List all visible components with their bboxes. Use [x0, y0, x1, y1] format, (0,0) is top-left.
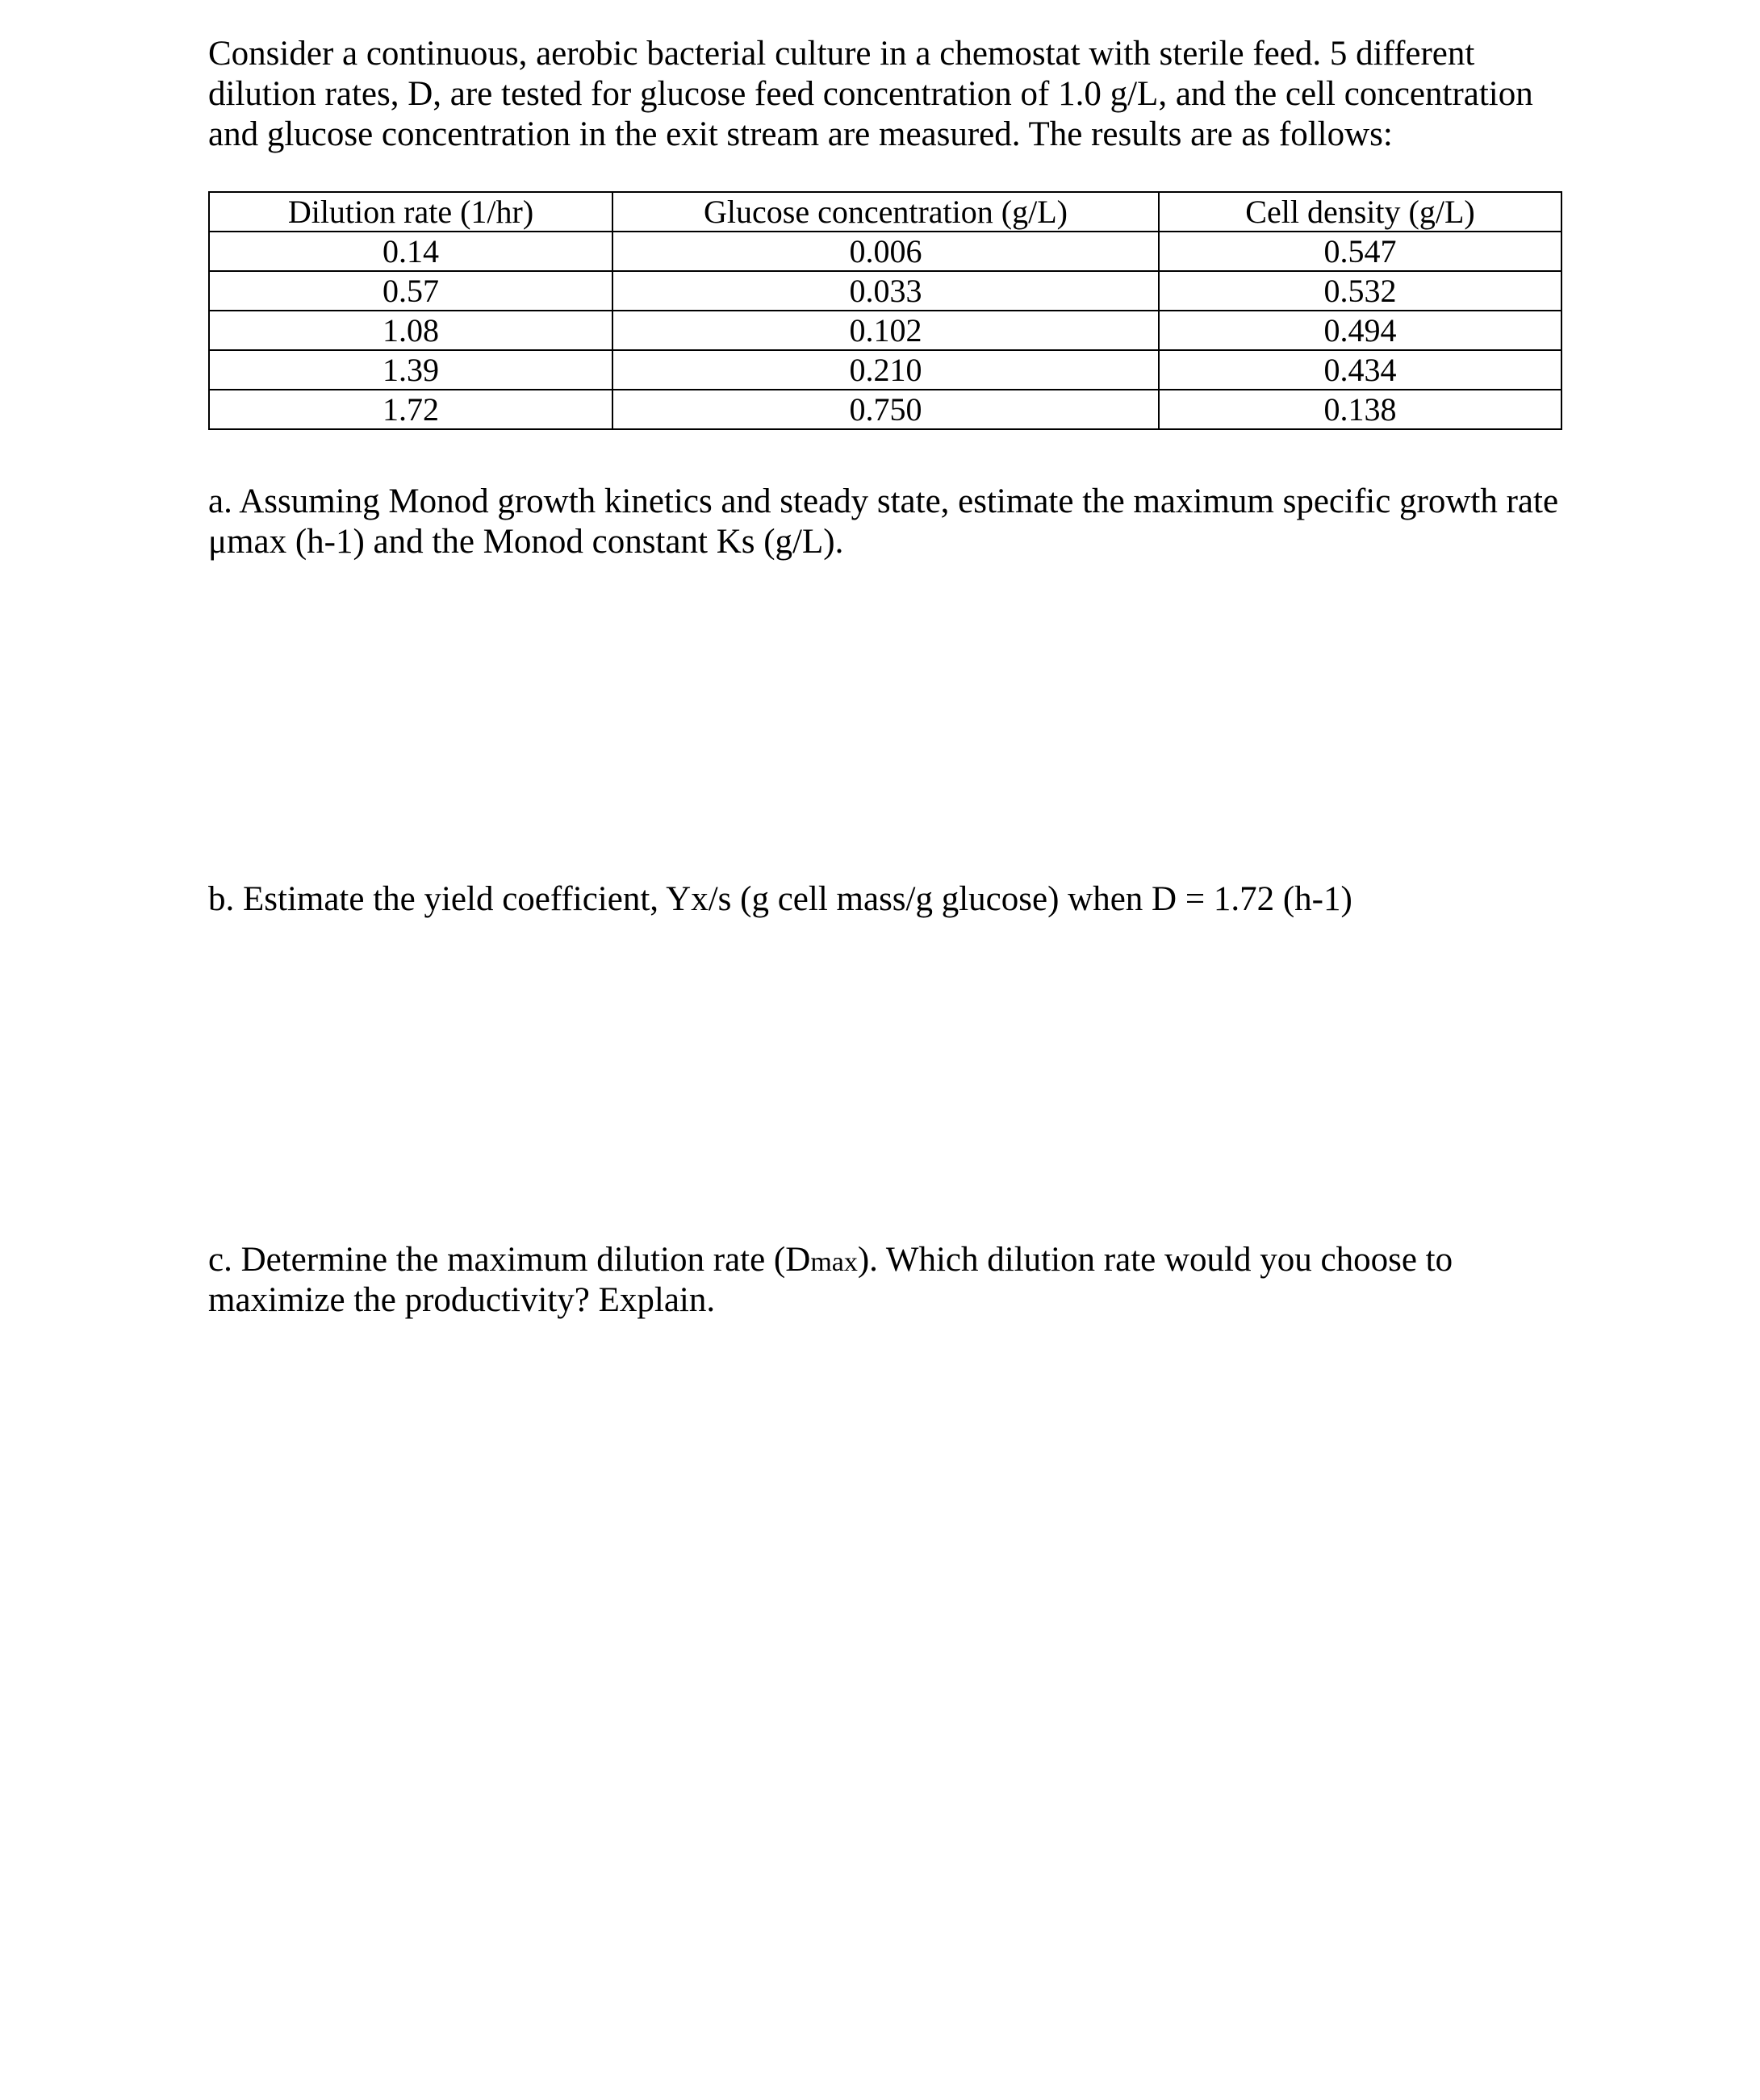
- table-row: [209, 232, 1561, 271]
- table-row: [209, 350, 1561, 390]
- header-dilution-rate: Dilution rate (1/hr): [209, 192, 612, 232]
- question-c-line: maximize the productivity? Explain.: [208, 1281, 716, 1319]
- header-cell-density: Cell density (g/L): [1159, 192, 1561, 232]
- question-a-line: μmax (h-1) and the Monod constant Ks (g/L).: [208, 523, 844, 561]
- cell-cell-density: 0.532: [1159, 271, 1561, 311]
- dmax-subscript: max: [810, 1247, 858, 1277]
- cell-dilution-rate: 0.14: [209, 232, 612, 271]
- table-row: [209, 271, 1561, 311]
- question-a: [208, 482, 1558, 562]
- header-glucose-concentration: Glucose concentration (g/L): [612, 192, 1159, 232]
- question-b: [208, 879, 1352, 920]
- cell-cell-density: 0.494: [1159, 311, 1561, 350]
- cell-cell-density: 0.138: [1159, 390, 1561, 429]
- intro-line: dilution rates, D, are tested for glucose feed concentration of 1.0 g/L, and the cell concentration: [208, 75, 1533, 113]
- question-b-line: b. Estimate the yield coefficient, Yx/s (g cell mass/g glucose) when D = 1.72 (h-1): [208, 880, 1352, 918]
- cell-cell-density: 0.434: [1159, 350, 1561, 390]
- intro-line: Consider a continuous, aerobic bacterial culture in a chemostat with sterile feed. 5 different: [208, 35, 1475, 73]
- question-c-line: [208, 1240, 1453, 1280]
- cell-cell-density: 0.547: [1159, 232, 1561, 271]
- results-table: [208, 191, 1562, 430]
- cell-dilution-rate: 1.39: [209, 350, 612, 390]
- cell-glucose-concentration: 0.006: [612, 232, 1159, 271]
- cell-glucose-concentration: 0.750: [612, 390, 1159, 429]
- cell-glucose-concentration: 0.033: [612, 271, 1159, 311]
- question-a-line: a. Assuming Monod growth kinetics and steady state, estimate the maximum specific growth rate: [208, 482, 1559, 520]
- cell-dilution-rate: 1.08: [209, 311, 612, 350]
- question-c-text: ). Which dilution rate would you choose to: [857, 1241, 1453, 1279]
- question-c: [208, 1240, 1453, 1321]
- table-row: [209, 311, 1561, 350]
- cell-glucose-concentration: 0.102: [612, 311, 1159, 350]
- cell-dilution-rate: 1.72: [209, 390, 612, 429]
- intro-paragraph: [208, 34, 1533, 155]
- cell-glucose-concentration: 0.210: [612, 350, 1159, 390]
- intro-line: and glucose concentration in the exit stream are measured. The results are as follows:: [208, 115, 1393, 153]
- cell-dilution-rate: 0.57: [209, 271, 612, 311]
- table-header-row: [209, 192, 1561, 232]
- table-row: [209, 390, 1561, 429]
- question-c-text: c. Determine the maximum dilution rate (D: [208, 1241, 811, 1279]
